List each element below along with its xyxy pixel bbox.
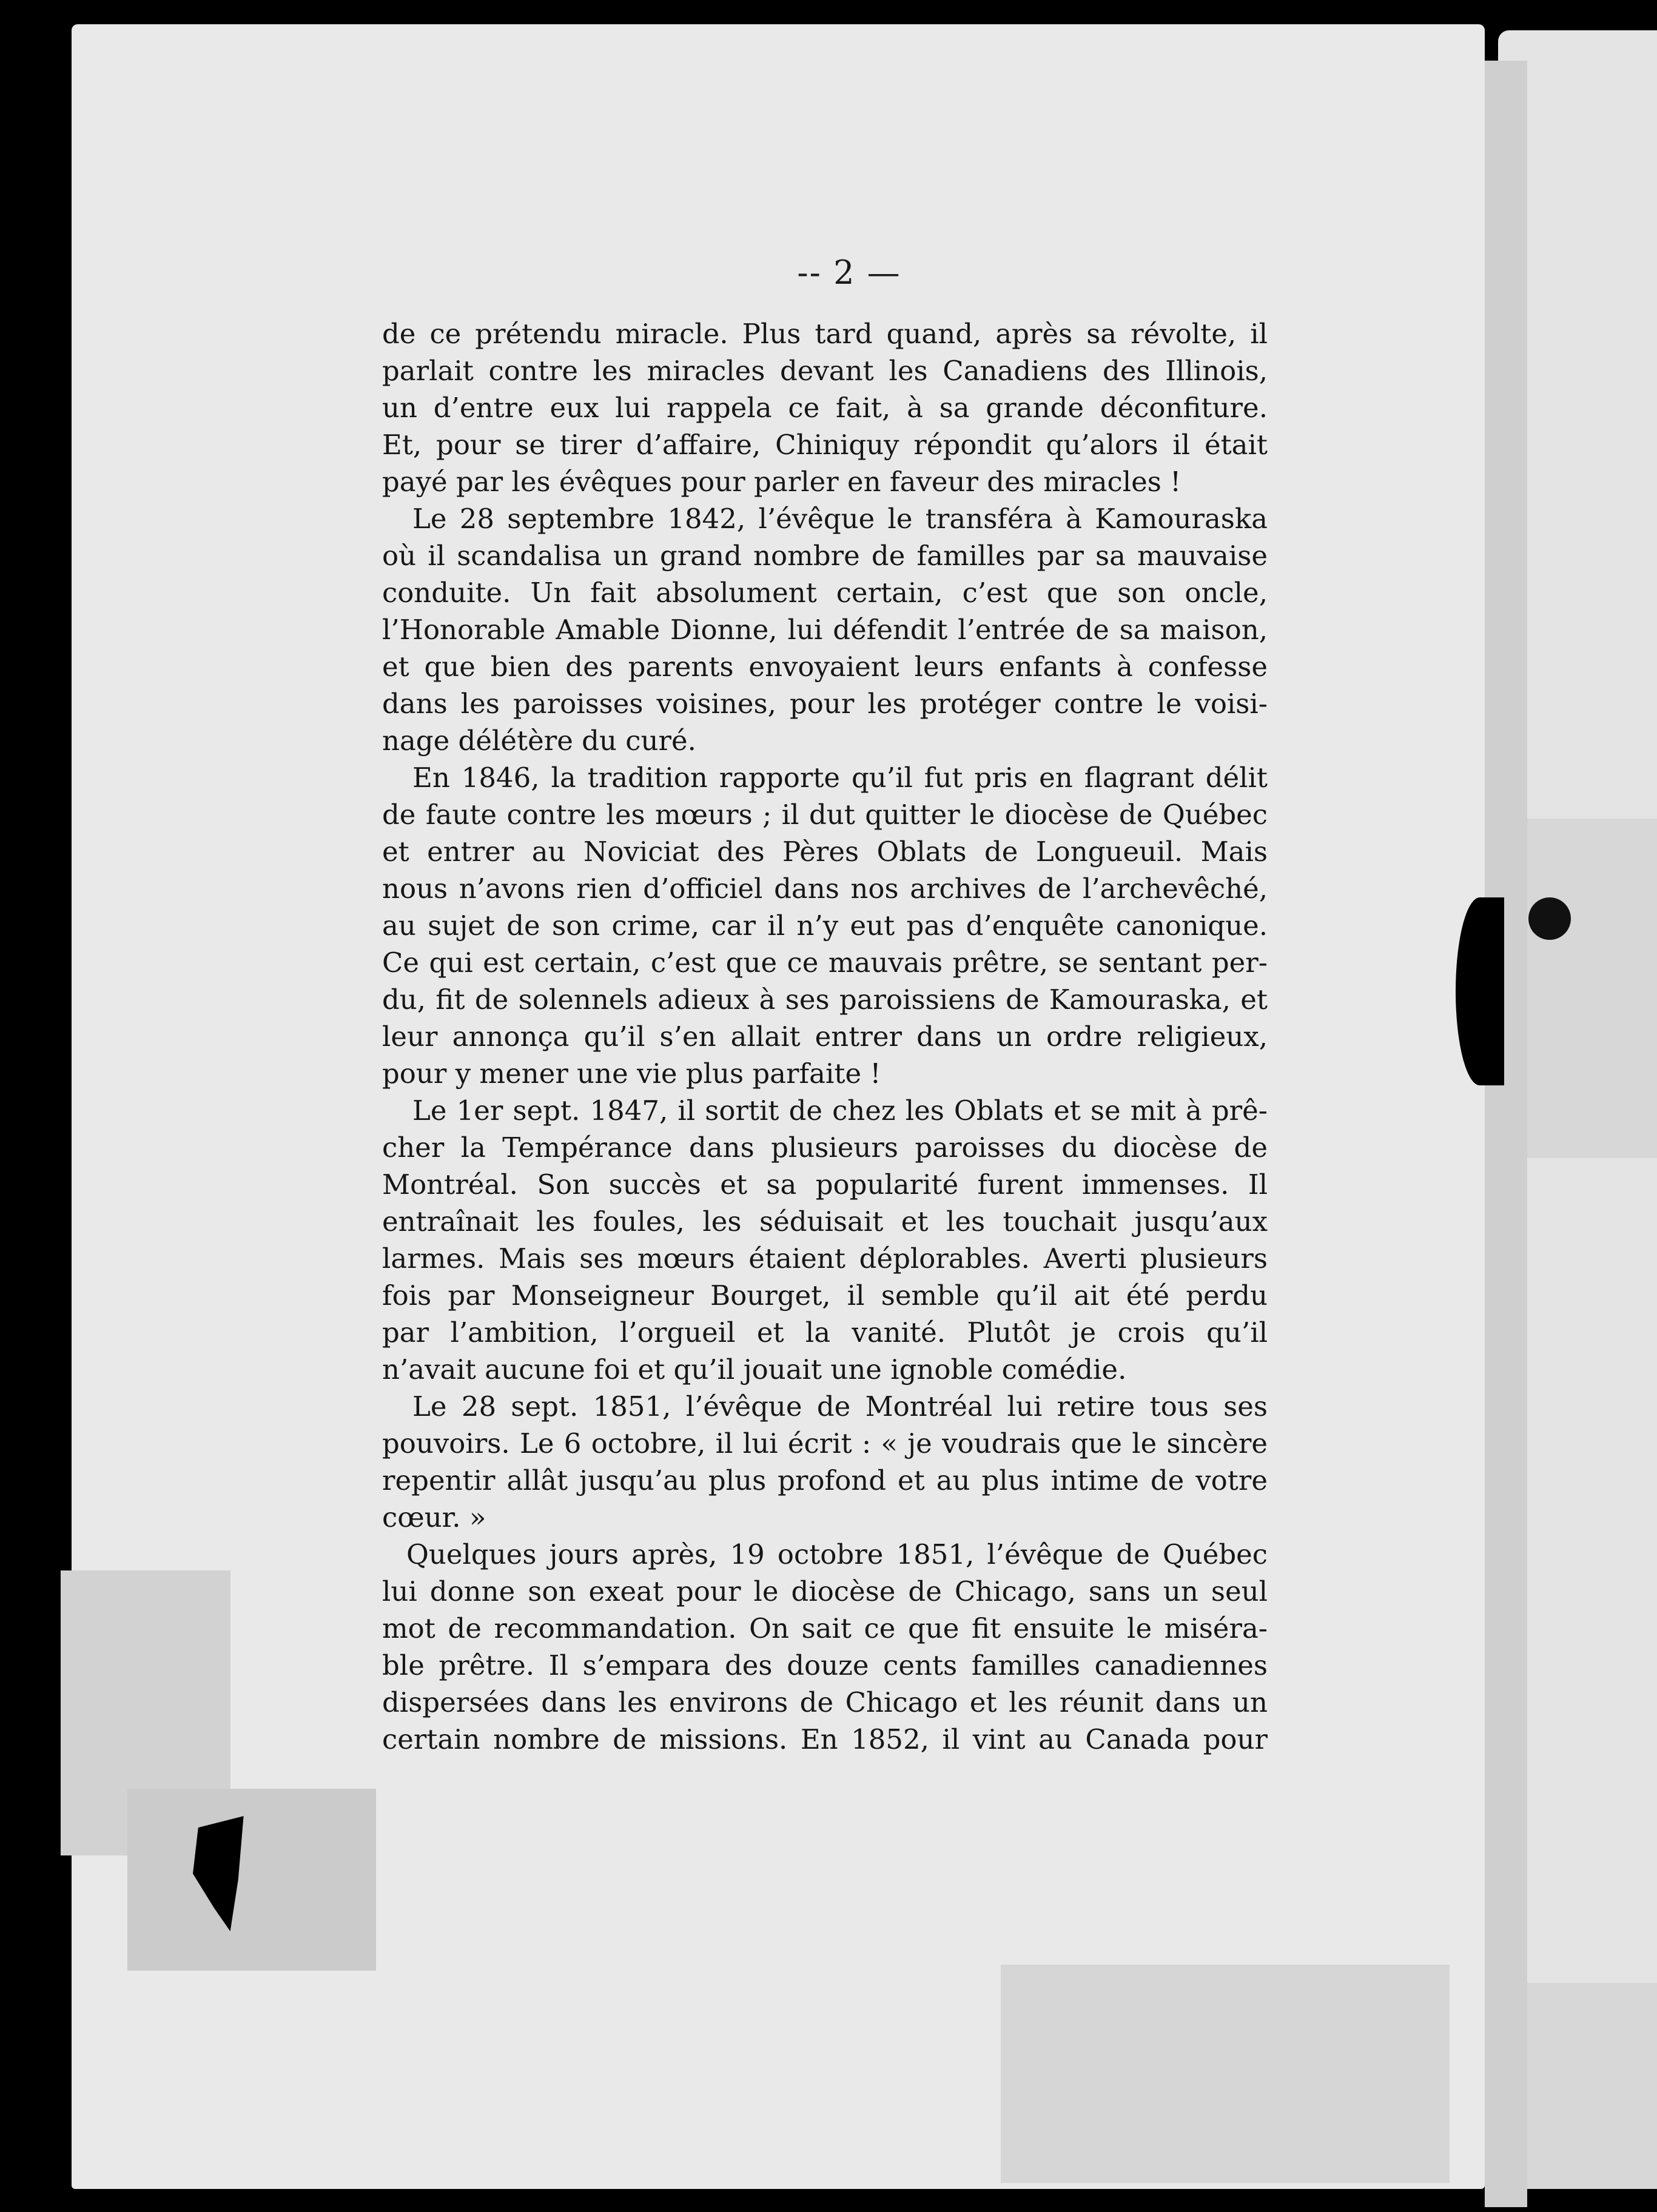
text-line: repentir allât jusqu’au plus profond et au plus intime de votre (382, 1464, 1268, 1496)
text-line: où il scandalisa un grand nombre de familles par sa mauvaise (382, 540, 1268, 572)
text-line: et entrer au Noviciat des Pères Oblats de Longueuil. Mais (382, 836, 1268, 868)
text-line: certain nombre de missions. En 1852, il vint au Canada pour (382, 1723, 1268, 1755)
page-number: -- 2 — (797, 253, 901, 292)
text-line: et que bien des parents envoyaient leurs enfants à confesse (382, 651, 1268, 683)
text-line: larmes. Mais ses mœurs étaient déplorables. Averti plusieurs (382, 1242, 1268, 1275)
text-line: mot de recommandation. On sait ce que fit ensuite le miséra- (382, 1612, 1268, 1644)
text-line: pour y mener une vie plus parfaite ! (382, 1057, 881, 1090)
adjacent-page-shading (1510, 819, 1657, 1158)
text-line: fois par Monseigneur Bourget, il semble qu’il ait été perdu (382, 1279, 1268, 1312)
text-line: l’Honorable Amable Dionne, lui défendit l’entrée de sa maison, (382, 614, 1268, 646)
text-line: Le 1er sept. 1847, il sortit de chez les Oblats et se mit à prê- (412, 1094, 1268, 1127)
text-line: En 1846, la tradition rapporte qu’il fut pris en flagrant délit (412, 762, 1268, 794)
text-line: Le 28 septembre 1842, l’évêque le transféra à Kamouraska (412, 503, 1268, 535)
text-line: payé par les évêques pour parler en faveur des miracles ! (382, 466, 1181, 498)
text-line: nage délétère du curé. (382, 725, 696, 757)
page-edge-shadow (1485, 61, 1527, 2207)
text-line: dans les paroisses voisines, pour les protéger contre le voisi- (382, 688, 1268, 720)
text-line: Ce qui est certain, c’est que ce mauvais prêtre, se sentant per- (382, 947, 1268, 979)
text-line: de ce prétendu miracle. Plus tard quand, après sa révolte, il (382, 318, 1268, 350)
text-line: nous n’avons rien d’officiel dans nos archives de l’archevêché, (382, 873, 1268, 905)
text-line: parlait contre les miracles devant les Canadiens des Illinois, (382, 355, 1268, 387)
text-line: par l’ambition, l’orgueil et la vanité. Plutôt je crois qu’il (382, 1316, 1268, 1349)
ink-blot (1528, 897, 1571, 940)
adjacent-page-shading-lower (1510, 1983, 1657, 2189)
text-line: cœur. » (382, 1501, 486, 1533)
text-line: Le 28 sept. 1851, l’évêque de Montréal lui retire tous ses (412, 1390, 1268, 1423)
text-line: pouvoirs. Le 6 octobre, il lui écrit : « je voudrais que le sincère (382, 1427, 1268, 1460)
text-line: entraînait les foules, les séduisait et les touchait jusqu’aux (382, 1205, 1268, 1238)
text-line: Et, pour se tirer d’affaire, Chiniquy répondit qu’alors il était (382, 429, 1268, 461)
text-line: lui donne son exeat pour le diocèse de Chicago, sans un seul (382, 1575, 1268, 1607)
text-line: de faute contre les mœurs ; il dut quitter le diocèse de Québec (382, 799, 1268, 831)
body-text (382, 315, 1268, 1758)
text-line: ble prêtre. Il s’empara des douze cents familles canadiennes (382, 1649, 1268, 1681)
paper-stain (1001, 1965, 1450, 2183)
text-line: cher la Tempérance dans plusieurs paroisses du diocèse de (382, 1131, 1268, 1164)
text-line: Montréal. Son succès et sa popularité furent immenses. Il (382, 1168, 1268, 1201)
text-line: un d’entre eux lui rappela ce fait, à sa grande déconfiture. (382, 392, 1268, 424)
page-fold-shadow (1456, 897, 1504, 1085)
text-line: du, fit de solennels adieux à ses paroissiens de Kamouraska, et (382, 984, 1268, 1016)
text-line: Quelques jours après, 19 octobre 1851, l’évêque de Québec (406, 1538, 1268, 1570)
text-line: leur annonça qu’il s’en allait entrer dans un ordre religieux, (382, 1021, 1268, 1053)
text-line: conduite. Un fait absolument certain, c’est que son oncle, (382, 577, 1268, 609)
text-line: dispersées dans les environs de Chicago et les réunit dans un (382, 1686, 1268, 1718)
paper-stain (127, 1789, 376, 1971)
text-line: n’avait aucune foi et qu’il jouait une ignoble comédie. (382, 1353, 1127, 1386)
text-line: au sujet de son crime, car il n’y eut pas d’enquête canonique. (382, 910, 1268, 942)
